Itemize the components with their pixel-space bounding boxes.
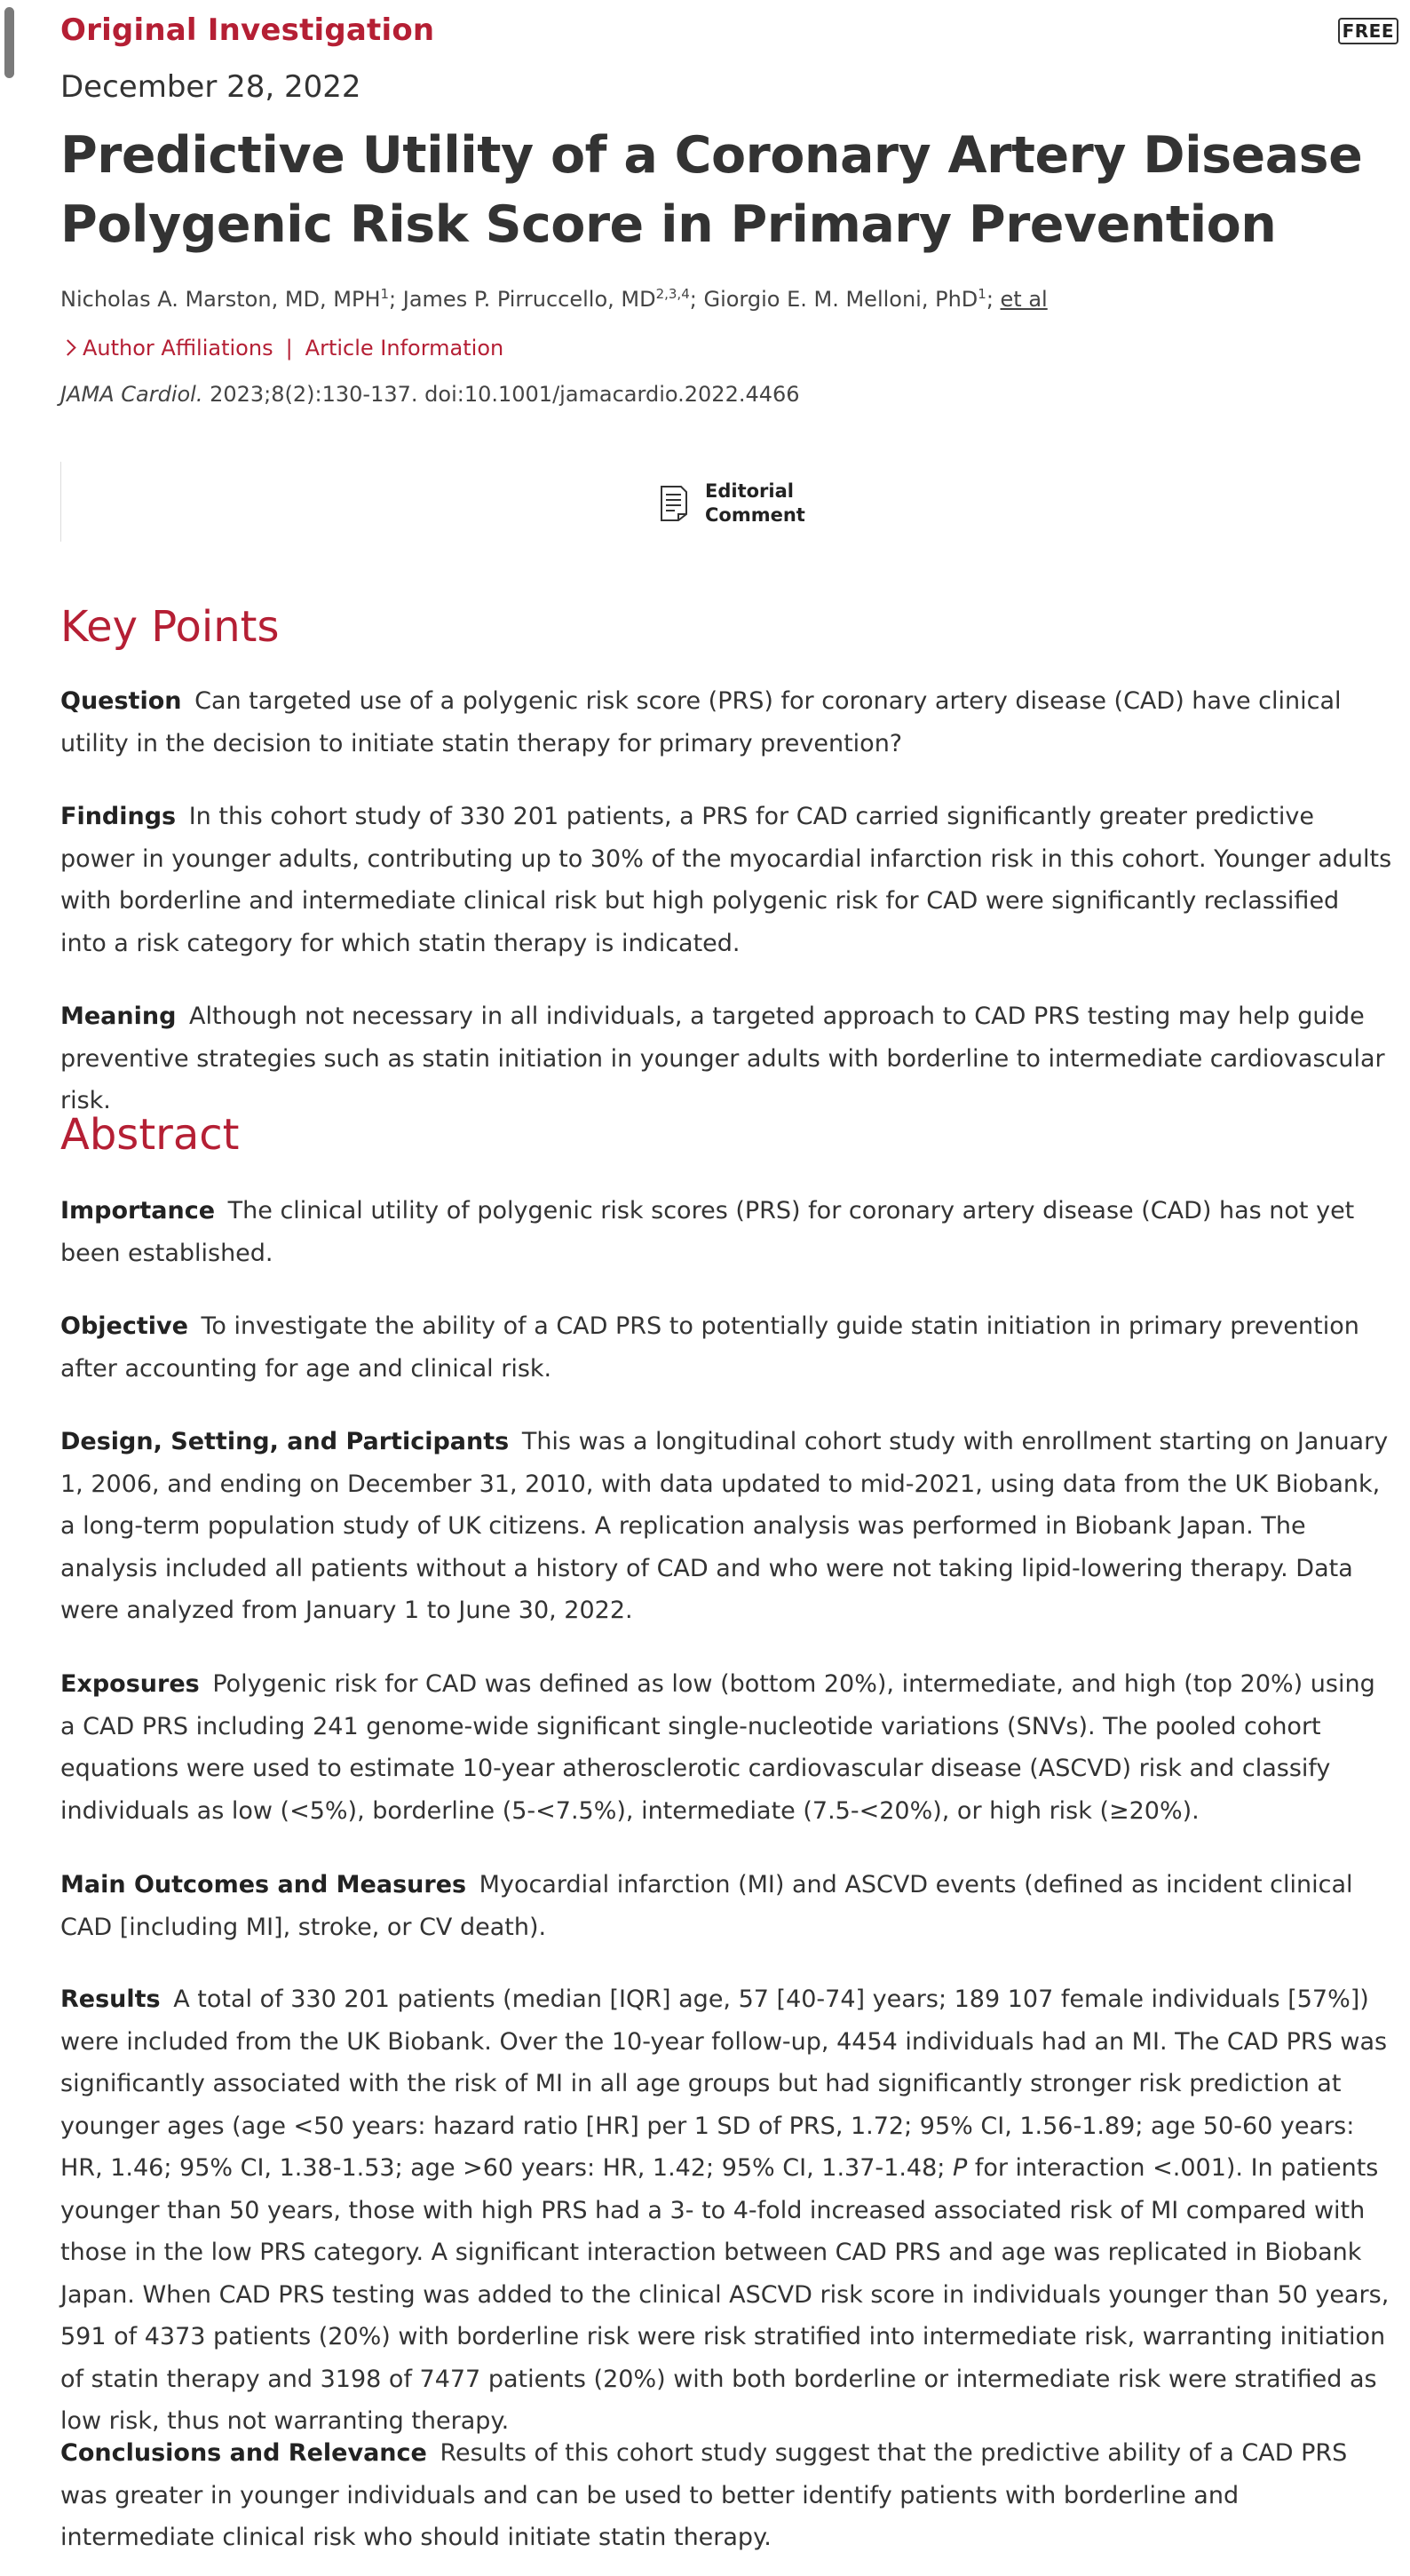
objective-text: To investigate the ability of a CAD PRS to potentially guide statin initiation in primary prevention after accounting for age and clinical risk. — [60, 1312, 1359, 1383]
author-affiliation-number: 1 — [380, 286, 390, 302]
editorial-label-line1: Editorial — [705, 480, 794, 502]
objective-label: Objective — [60, 1312, 188, 1340]
abstract-outcomes — [60, 1864, 1392, 1948]
key-point-meaning — [60, 995, 1392, 1122]
et-al-link[interactable]: et al — [1000, 287, 1048, 312]
p-value-symbol: P — [952, 2154, 968, 2182]
abstract-results — [60, 1978, 1392, 2443]
editorial-comment-link[interactable] — [659, 480, 805, 527]
article-info-links — [60, 336, 503, 361]
author-affiliation-number: 2,3,4 — [655, 286, 690, 302]
findings-label: Findings — [60, 803, 177, 830]
free-access-badge: FREE — [1338, 18, 1398, 44]
citation-line — [60, 382, 800, 407]
article-information-link[interactable]: Article Information — [305, 336, 504, 361]
editorial-comment-label — [705, 480, 805, 527]
exposures-label: Exposures — [60, 1670, 200, 1698]
publication-date: December 28, 2022 — [60, 69, 361, 105]
results-text-part2: for interaction <.001). In patients younger than 50 years, those with high PRS had a 3- to 4-fold increased associated risk of MI compared with those in the low PRS category. A significant interaction between CAD PRS and age was replicated in Biobank Japan. When CAD PRS testing was added to the clinical ASCVD risk score in individuals younger than 50 years, 591 of 4373 patients (20%) with borderline risk were risk stratified into intermediate risk, warranting initiation of statin therapy and 3198 of 7477 patients (20%) with both borderline or intermediate risk were stratified as low risk, thus not warranting therapy. — [60, 2154, 1390, 2435]
author-affiliations-link[interactable]: Author Affiliations — [83, 336, 273, 361]
journal-abbreviation: JAMA Cardiol. — [60, 382, 203, 407]
exposures-text: Polygenic risk for CAD was defined as low (bottom 20%), intermediate, and high (top 20%) using a CAD PRS including 241 genome-wide significant single-nucleotide variations (SNVs). The pooled cohort equations were used to estimate 10-year atherosclerotic cardiovascular disease (ASCVD) risk and classify individuals as low (<5%), borderline (5-<7.5%), intermediate (7.5-<20%), or high risk (≥20%). — [60, 1670, 1375, 1825]
editorial-label-line2: Comment — [705, 504, 805, 526]
abstract-heading: Abstract — [60, 1110, 240, 1160]
findings-text: In this cohort study of 330 201 patients, a PRS for CAD carried significantly greater predictive power in younger adults, contributing up to 30% of the myocardial infarction risk in this cohort. Younger adults with borderline and intermediate clinical risk but high polygenic risk for CAD were significantly reclassified into a risk category for which statin therapy is indicated. — [60, 803, 1392, 957]
key-point-findings — [60, 796, 1392, 964]
question-label: Question — [60, 687, 182, 715]
conclusions-text: Results of this cohort study suggest that the predictive ability of a CAD PRS was greater in younger individuals and can be used to better identify patients with borderline and intermediate clinical risk who should initiate statin therapy. — [60, 2439, 1348, 2551]
scrollbar-thumb[interactable] — [4, 7, 14, 78]
design-text: This was a longitudinal cohort study with enrollment starting on January 1, 2006, and ending on December 31, 2010, with data updated to mid-2021, using data from the UK Biobank, a long-term population study of UK citizens. A replication analysis was performed in Biobank Japan. The analysis included all patients without a history of CAD and who were not taking lipid-lowering therapy. Data were analyzed from January 1 to June 30, 2022. — [60, 1428, 1389, 1624]
author-name[interactable]: Nicholas A. Marston, MD, MPH — [60, 287, 381, 312]
results-label: Results — [60, 1986, 161, 2013]
article-header — [60, 9, 1392, 53]
author-affiliation-number: 1 — [978, 286, 986, 302]
abstract-importance — [60, 1190, 1392, 1274]
related-content-box — [60, 462, 1392, 542]
abstract-exposures — [60, 1663, 1392, 1832]
article-title: Predictive Utility of a Coronary Artery Disease Polygenic Risk Score in Primary Prevention — [60, 126, 1363, 254]
question-text: Can targeted use of a polygenic risk score (PRS) for coronary artery disease (CAD) have clinical utility in the decision to initiate statin therapy for primary prevention? — [60, 687, 1342, 757]
key-point-question — [60, 680, 1392, 765]
author-name[interactable]: Giorgio E. M. Melloni, PhD — [703, 287, 978, 312]
author-list: Nicholas A. Marston, MD, MPH$^1$; James P. Pirruccello, MD$^{2,3,4}$; Giorgio E. M. Melloni, PhD$^1$; et al — [60, 286, 1048, 312]
importance-label: Importance — [60, 1197, 216, 1225]
key-points-heading: Key Points — [60, 602, 280, 652]
meaning-text: Although not necessary in all individuals, a targeted approach to CAD PRS testing may help guide preventive strategies such as statin initiation in younger adults with borderline to intermediate cardiovascular risk. — [60, 1003, 1385, 1114]
document-icon — [659, 484, 689, 523]
abstract-objective — [60, 1305, 1392, 1390]
results-text-part1: A total of 330 201 patients (median [IQR] age, 57 [40-74] years; 189 107 female individuals [57%]) were included from the UK Biobank. Over the 10-year follow-up, 4454 individuals had an MI. The CAD PRS was significantly associated with the risk of MI in all age groups but had significantly stronger risk prediction at younger ages (age <50 years: hazard ratio [HR] per 1 SD of PRS, 1.72; 95% CI, 1.56-1.89; age 50-60 years: HR, 1.46; 95% CI, 1.38-1.53; age >60 years: HR, 1.42; 95% CI, 1.37-1.48; — [60, 1986, 1388, 2182]
conclusions-label: Conclusions and Relevance — [60, 2439, 427, 2467]
outcomes-label: Main Outcomes and Measures — [60, 1871, 467, 1898]
abstract-design — [60, 1421, 1392, 1632]
vertical-scrollbar[interactable] — [4, 0, 14, 2576]
outcomes-text: Myocardial infarction (MI) and ASCVD events (defined as incident clinical CAD [including MI], stroke, or CV death). — [60, 1871, 1353, 1941]
link-separator: | — [285, 336, 293, 361]
article-type-label: Original Investigation — [60, 12, 435, 48]
design-label: Design, Setting, and Participants — [60, 1428, 510, 1455]
importance-text: The clinical utility of polygenic risk scores (PRS) for coronary artery disease (CAD) has not yet been established. — [60, 1197, 1355, 1267]
author-name[interactable]: James P. Pirruccello, MD — [402, 287, 656, 312]
chevron-right-icon — [59, 339, 75, 355]
citation-details: 2023;8(2):130-137. doi:10.1001/jamacardio.2022.4466 — [202, 382, 800, 407]
meaning-label: Meaning — [60, 1003, 177, 1030]
abstract-conclusions — [60, 2432, 1392, 2559]
